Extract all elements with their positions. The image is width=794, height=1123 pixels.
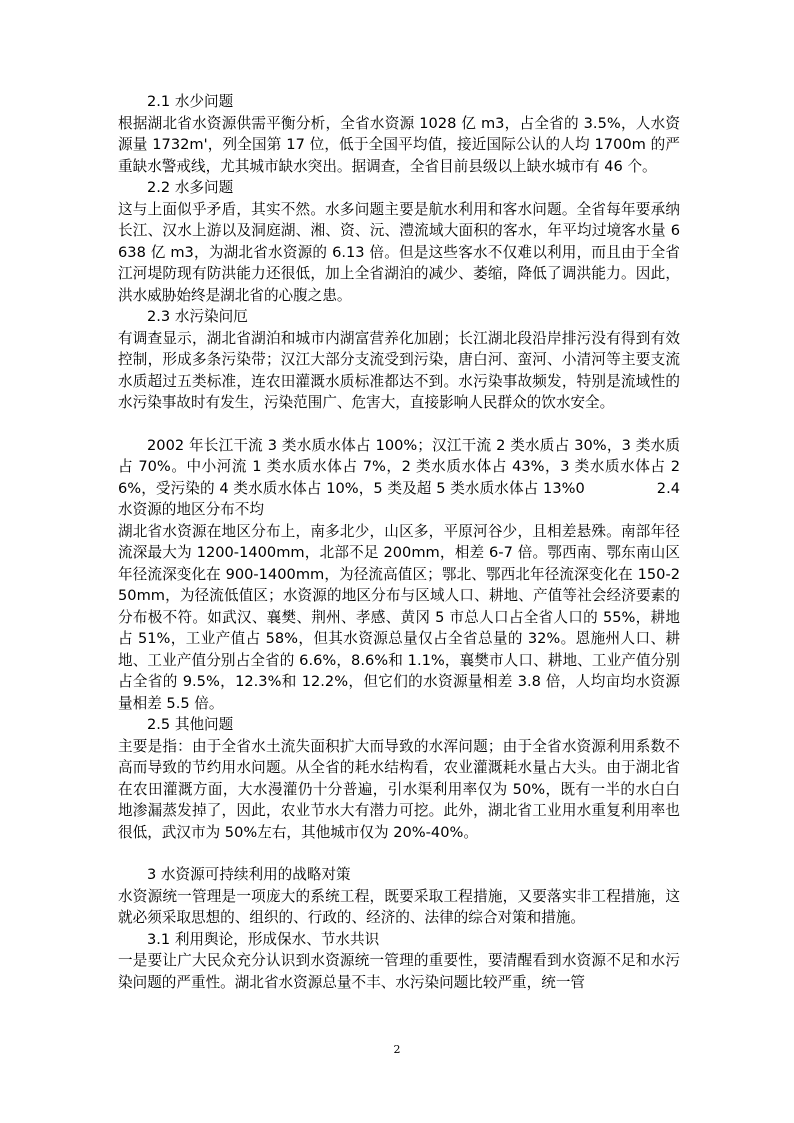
section-heading-2-1: 2.1 水少问题 [147, 93, 234, 110]
paragraph-2-1: 根据湖北省水资源供需平衡分析，全省水资源 1028 亿 m3，占全省的 3.5%，人水资源量 1732m'，列全国第 17 位，低于全国平均值，接近国际公认的人均 1700m 的严重缺水警戒线，尤其城市缺水突出。据调查，全省目前县级以上缺水城市有 46 个。 [118, 114, 680, 175]
page-number: 2 [393, 1043, 401, 1056]
paragraph-3-1: 一是要让广大民众充分认识到水资源统一管理的重要性，要清醒看到水资源不足和水污染问题的严重性。湖北省水资源总量不丰、水污染问题比较严重，统一管 [118, 952, 680, 991]
paragraph-2-4: 湖北省水资源在地区分布上，南多北少，山区多，平原河谷少，且相差悬殊。南部年径流深最大为 1200-1400mm，北部不足 200mm，相差 6-7 倍。鄂西南、鄂东南山区年径流深变化在 900-1400mm，为径流高值区；鄂北、鄂西北年径流深变化在 150-250mm，为径流低值区；水资源的地区分布与区域人口、耕地、产值等社会经济要素的分布极不符。如武汉、襄樊、荆州、孝感、黄冈 5 市总人口占全省人口的 55%，耕地占 51%，工业产值占 58%，但其水资源总量仅占全省总量的 32%。恩施州人口、耕地、工业产值分别占全省的 6.6%，8.6%和 1.1%，襄樊市人口、耕地、工业产值分别占全省的 9.5%，12.3%和 12.2%，但它们的水资源量相差 3.8 倍，人均亩均水资源量相差 5.5 倍。 [118, 522, 680, 712]
document-body [118, 91, 680, 993]
paragraph-gap [118, 843, 680, 864]
section-heading-3-1: 3.1 利用舆论，形成保水、节水共识 [147, 930, 380, 948]
paragraph-2-5: 主要是指：由于全省水土流失面积扩大而导致的水浑问题；由于全省水资源利用系数不高而导致的节约用水问题。从全省的耗水结构看，农业灌溉耗水量占大头。由于湖北省在农田灌溉方面，大水漫灌仍十分普遍，引水渠利用率仅为 50%，既有一半的水白白地渗漏蒸发掉了，因此，农业节水大有潜力可挖。此外，湖北省工业用水重复利用率也很低，武汉市为 50%左右，其他城市仅为 20%-40%。 [118, 737, 680, 841]
section-heading-2-2: 2.2 水多问题 [147, 179, 234, 196]
section-heading-2-5: 2.5 其他问题 [147, 716, 234, 733]
paragraph-gap [118, 414, 680, 435]
paragraph-water-quality [118, 435, 680, 521]
paragraph-2-3: 有调查显示，湖北省湖泊和城市内湖富营养化加剧；长江湖北段沿岸排污没有得到有效控制，形成多条污染带；汉江大部分支流受到污染，唐白河、蛮河、小清河等主要支流水质超过五类标准，连农田灌溉水质标准都达不到。水污染事故频发，特别是流域性的水污染事故时有发生，污染范围广、危害大，直接影响人民群众的饮水安全。 [118, 329, 680, 411]
water-quality-text: 2002 年长江干流 3 类水质水体占 100%；汉江干流 2 类水质占 30%，3 类水质占 70%。中小河流 1 类水质水体占 7%，2 类水质水体占 43%，3 类水质水体占 26%，受污染的 4 类水质水体占 10%，5 类及超 5 类水质水体占 13%0 [118, 436, 680, 497]
section-heading-3: 3 水资源可持续利用的战略对策 [147, 866, 351, 883]
paragraph-3: 水资源统一管理是一项庞大的系统工程，既要采取工程措施，又要落实非工程措施，这就必须采取思想的、组织的、行政的、经济的、法律的综合对策和措施。 [118, 887, 680, 926]
section-heading-2-3: 2.3 水污染问厄 [147, 308, 248, 325]
paragraph-2-2: 这与上面似乎矛盾，其实不然。水多问题主要是航水利用和客水问题。全省每年要承纳长江、汉水上游以及洞庭湖、湘、资、沅、澧流域大面积的客水，年平均过境客水量 6638 亿 m3，为湖北省水资源的 6.13 倍。但是这些客水不仅难以利用，而且由于全省江河堤防现有防洪能力还很低，加上全省湖泊的减少、萎缩，降低了调洪能力。因此，洪水威胁始终是湖北省的心腹之患。 [118, 200, 680, 304]
section-heading-2-4: 2.4 水资源的地区分布不均 [118, 479, 680, 518]
